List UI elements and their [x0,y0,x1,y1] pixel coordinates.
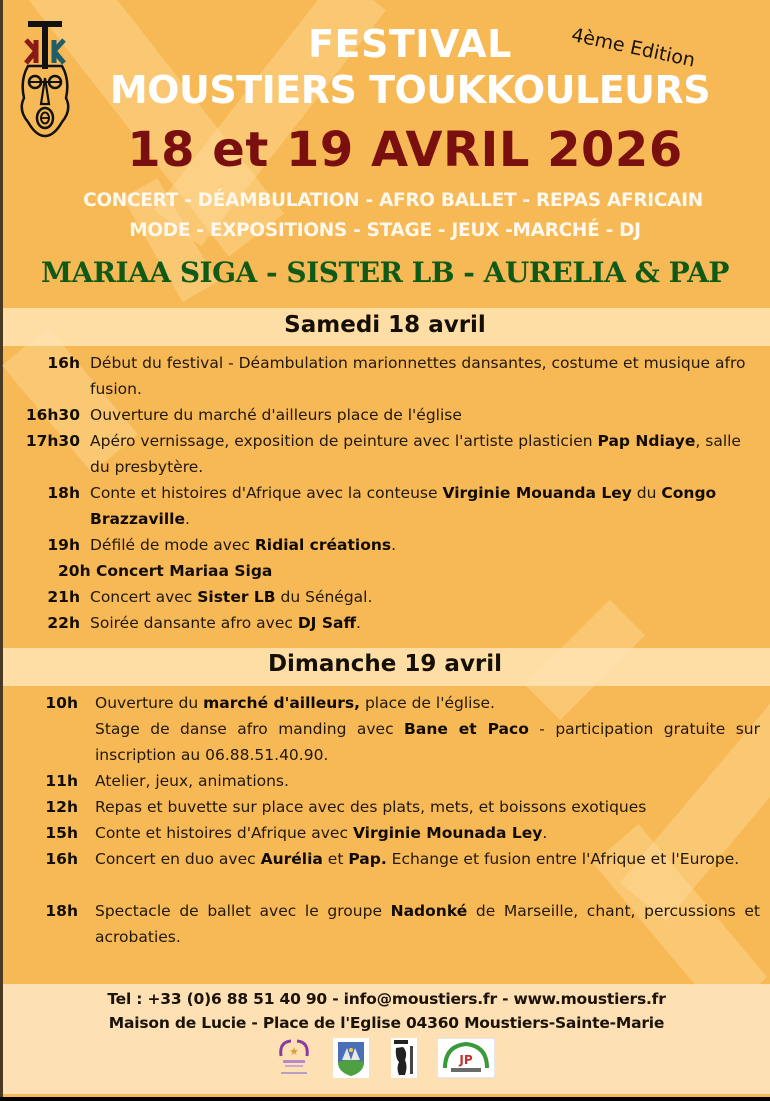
schedule-time: 10h [45,694,78,712]
schedule-item [0,584,770,610]
schedule-description [95,898,760,950]
schedule-item [0,768,770,794]
description-text: Début du festival - Déambulation marionnettes dansantes, costume et musique afro fusion. [90,354,746,398]
schedule-item [0,820,770,846]
bottom-border [0,1097,770,1101]
highlighted-name: Virginie Mouanda Ley [442,484,632,502]
schedule-description [90,610,760,636]
schedule-item [0,402,770,428]
description-text: Repas et buvette sur place avec des plats, mets, et boissons exotiques [95,798,647,816]
edition-label: 4ème Edition [569,24,698,72]
schedule-time: 15h [45,824,78,842]
festival-dates: 18 et 19 AVRIL 2026 [127,122,683,178]
description-text: . [356,614,361,632]
description-text: Spectacle de ballet avec le groupe [95,902,391,920]
saturday-schedule [0,350,770,636]
schedule-description [90,350,760,402]
schedule-time: 11h [45,772,78,790]
highlighted-name: marché d'ailleurs, [203,694,361,712]
description-text: et [322,850,349,868]
footer [3,984,770,1094]
description-text: place de l'église. [360,694,495,712]
sunday-schedule [0,690,770,950]
description-text: , salle du presbytère. [90,432,741,476]
schedule-description [95,690,760,716]
schedule-item [0,690,770,716]
highlighted-name: Virginie Mounada Ley [352,824,543,842]
contact-line: Tel : +33 (0)6 88 51 40 90 - info@moustiers.fr - www.moustiers.fr [107,990,666,1008]
description-text: du Sénégal. [275,588,373,606]
highlighted-name: Congo Brazzaville [90,484,717,528]
description-text: Conte et histoires d'Afrique avec [95,824,353,842]
description-text: Soirée dansante afro avec [90,614,298,632]
ridial-creations-logo-icon [391,1038,417,1078]
description-text: . [391,536,397,554]
schedule-time: 16h30 [25,406,80,424]
description-text: Ouverture du [95,694,204,712]
highlighted-name: Aurélia [260,850,323,868]
sunday-title: Dimanche 19 avril [267,651,503,677]
schedule-description [95,820,760,846]
headline-artists: MARIAA SIGA - SISTER LB - AURELIA & PAP [41,256,729,289]
description-text: du [631,484,662,502]
highlighted-name: Nadonké [390,902,468,920]
jp-association-logo-icon [437,1038,495,1078]
description-text: Echange et fusion entre l'Afrique et l'Europe. [386,850,740,868]
description-text: Conte et histoires d'Afrique avec la conteuse [90,484,443,502]
highlighted-name: DJ Saff [297,614,357,632]
schedule-time: 19h [47,536,80,554]
activities-line2: MODE - EXPOSITIONS - STAGE - JEUX -MARCHÉ - DJ [129,220,641,241]
schedule-time: 12h [45,798,78,816]
description-text: Concert en duo avec [95,850,261,868]
highlighted-name: Pap Ndiaye [597,432,696,450]
description-text: . [542,824,548,842]
schedule-description [90,532,760,558]
highlighted-name: Ridial créations [254,536,392,554]
schedule-item [0,716,770,768]
saturday-title: Samedi 18 avril [284,312,486,338]
schedule-time: 16h [47,354,80,372]
description-text: . [184,510,190,528]
schedule-description [90,480,760,532]
description-text: Défilé de mode avec [90,536,255,554]
description-text: Concert avec [90,588,198,606]
schedule-item [0,794,770,820]
moustiers-tourism-logo-icon [271,1038,317,1078]
description-text: Stage de danse afro manding avec [95,720,405,738]
schedule-time: 22h [47,614,80,632]
schedule-highlight: 20h Concert Mariaa Siga [58,562,273,580]
description-text: - participation gratuite sur inscription au 06.88.51.40.90. [95,720,760,764]
schedule-item [0,532,770,558]
schedule-item [0,898,770,950]
schedule-time: 17h30 [25,432,80,450]
schedule-item [0,846,770,872]
schedule-time: 18h [47,484,80,502]
moustiers-coat-of-arms-icon [333,1038,369,1078]
schedule-time: 18h [45,902,78,920]
svg-text:JP: JP [459,1053,473,1067]
highlighted-name: Pap. [348,850,387,868]
svg-text:★: ★ [289,1045,299,1058]
schedule-description [95,794,760,820]
description-text: Ouverture du marché d'ailleurs place de l'église [90,406,462,424]
schedule-description [90,402,760,428]
schedule-item [0,350,770,402]
address-line: Maison de Lucie - Place de l'Eglise 04360 Moustiers-Sainte-Marie [108,1014,665,1032]
highlighted-name: Sister LB [197,588,276,606]
festival-title-line1: FESTIVAL [308,22,512,66]
schedule-description [95,716,760,768]
description-text: de Marseille, chant, percussions et acrobaties. [95,902,760,946]
schedule-description [95,768,760,794]
description-text: Atelier, jeux, animations. [95,772,289,790]
description-text: Apéro vernissage, exposition de peinture avec l'artiste plasticien [90,432,598,450]
activities-line1: CONCERT - DÉAMBULATION - AFRO BALLET - REPAS AFRICAIN [83,190,703,211]
schedule-description [90,428,760,480]
schedule-time: 21h [47,588,80,606]
schedule-time: 16h [45,850,78,868]
schedule-item [0,480,770,532]
highlighted-name: Bane et Paco [404,720,529,738]
schedule-item [0,428,770,480]
schedule-description [90,584,760,610]
schedule-item [0,610,770,636]
schedule-description [95,846,760,872]
festival-title-line2: MOUSTIERS TOUKKOULEURS [109,68,711,112]
